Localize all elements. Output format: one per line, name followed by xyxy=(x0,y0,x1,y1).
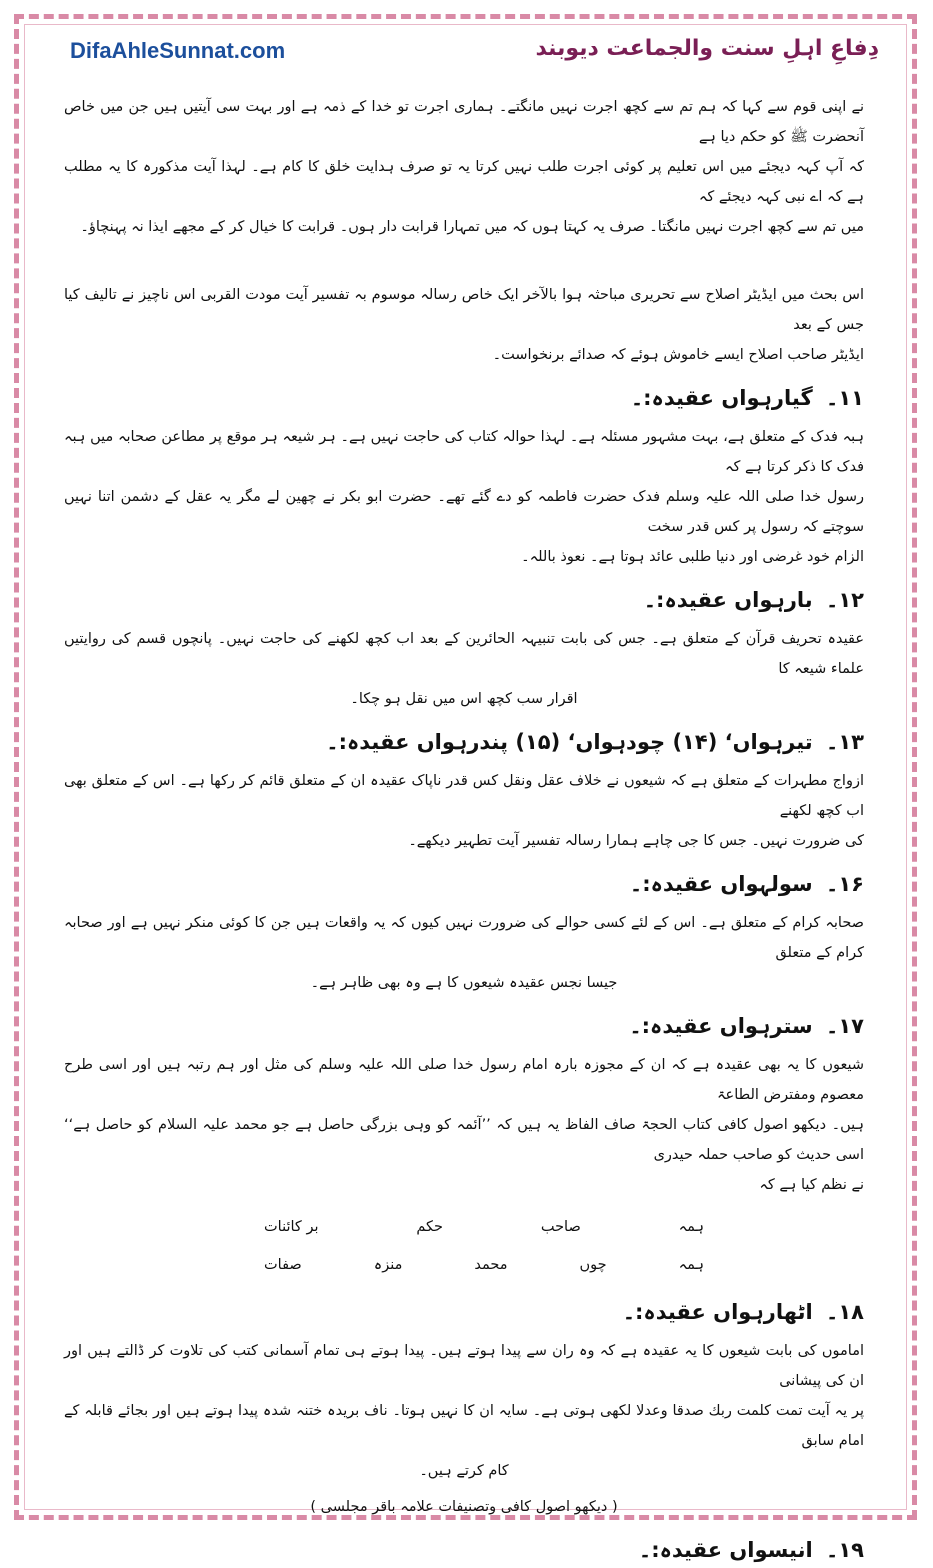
poem-word: صفات xyxy=(264,1257,302,1273)
page-header xyxy=(40,30,893,78)
section-number: ۱۸۔ xyxy=(826,1300,864,1324)
poem-word: حکم xyxy=(416,1219,443,1235)
section-title: سولہواں عقیدہ:۔ xyxy=(629,872,813,896)
section-line: اقرار سب کچھ اس میں نقل ہو چکا۔ xyxy=(350,691,578,707)
section-number: ۱۲۔ xyxy=(826,588,864,612)
poem-word: ہمہ xyxy=(678,1219,704,1235)
page-content xyxy=(64,92,864,1562)
para2-line: ایڈیٹر صاحب اصلاح ایسے خاموش ہوئے کہ صدائے برنخواست۔ xyxy=(492,347,864,363)
section-heading-11 xyxy=(64,380,864,416)
poem-word: صاحب xyxy=(540,1219,581,1235)
poem-word: منزہ xyxy=(373,1257,403,1273)
section-heading-17 xyxy=(64,1008,864,1044)
section-line: نے نظم کیا ہے کہ xyxy=(759,1177,864,1193)
section-line: ہبہ فدک کے متعلق ہے، بہت مشہور مسئلہ ہے۔ لہذا حوالہ کتاب کی حاجت نہیں ہے۔ ہر شیعہ ہر موقع پر مطاعن صحابہ میں ہبہ فدک کا ذکر کرتا ہے کہ xyxy=(64,429,864,475)
intro-line: کہ آپ کہہ دیجئے میں اس تعلیم پر کوئی اجرت طلب نہیں کرتا یہ تو صرف ہدایت خلق کا کام ہے۔ لہذا آیت مذکورہ کا یہ مطلب ہے کہ اے نبی کہہ دیجئے کہ xyxy=(64,159,864,205)
section-title: تیرہواں‘ (۱۴) چودہواں‘ (۱۵) پندرہواں عقیدہ:۔ xyxy=(326,730,813,754)
section-line: ہیں۔ دیکھو اصول کافی کتاب الحجۃ صاف الفاظ یہ ہیں کہ ’’آئمہ کو وہی بزرگی حاصل ہے جو محمد علیہ السلام کو حاصل ہے‘‘ اسی حدیث کو صاحب حملہ حیدری xyxy=(64,1117,864,1163)
section-number: ۱۱۔ xyxy=(826,386,864,410)
section-number: ۱۷۔ xyxy=(826,1014,864,1038)
intro-line: میں تم سے کچھ اجرت نہیں مانگتا۔ صرف یہ کہتا ہوں کہ میں تمہارا قرابت دار ہوں۔ قرابت کا خیال کر کے مجھے ایذا نہ پہنچاؤ۔ xyxy=(80,219,864,235)
para2-line: اس بحث میں ایڈیٹر اصلاح سے تحریری مباحثہ ہوا بالآخر ایک خاص رسالہ موسوم بہ تفسیر آیت مودت القربی اس ناچیز نے تالیف کیا جس کے بعد xyxy=(64,287,864,333)
poem xyxy=(264,1208,704,1284)
section-line: شیعوں کا یہ بھی عقیدہ ہے کہ ان کے مجوزہ بارہ امام رسول خدا صلی اللہ علیہ وسلم کی مثل اور ہم رتبہ ہیں اور اسی طرح معصوم ومفترض الطاعۃ xyxy=(64,1057,864,1103)
section-line: جیسا نجس عقیدہ شیعوں کا ہے وہ بھی ظاہر ہے۔ xyxy=(310,975,618,991)
poem-word: محمد xyxy=(474,1257,508,1273)
section-heading-18 xyxy=(64,1294,864,1330)
section-heading-12 xyxy=(64,582,864,618)
site-url[interactable]: DifaAhleSunnat.com xyxy=(70,38,286,63)
section-title: بارہواں عقیدہ:۔ xyxy=(643,588,813,612)
section-line: ازواج مطہرات کے متعلق ہے کہ شیعوں نے خلاف عقل ونقل کس قدر ناپاک عقیدہ ان کے متعلق قائم کر رکھا ہے۔ اس کے متعلق بھی اب کچھ لکھنے xyxy=(64,773,864,819)
section-line: پر یہ آیت تمت کلمت ربك صدقا وعدلا لکھی ہوتی ہے۔ سایہ ان کا نہیں ہوتا۔ ناف بریدہ ختنہ شدہ پیدا ہوتے ہیں اور بجائے قابلہ کے امام سابق xyxy=(64,1403,864,1449)
section-line: کی ضرورت نہیں۔ جس کا جی چاہے ہمارا رسالہ تفسیر آیت تطہیر دیکھے۔ xyxy=(408,833,864,849)
section-heading-13 xyxy=(64,724,864,760)
poem-word: چوں xyxy=(579,1257,607,1273)
poem-line xyxy=(264,1246,704,1284)
section-line: صحابہ کرام کے متعلق ہے۔ اس کے لئے کسی حوالے کی ضرورت نہیں کیوں کہ یہ واقعات ہیں جن کا کوئی منکر نہیں ہے اور صحابہ کرام کے متعلق xyxy=(64,915,864,961)
intro-line: نے اپنی قوم سے کہا کہ ہم تم سے کچھ اجرت نہیں مانگتے۔ ہماری اجرت تو خدا کے ذمہ ہے اور بہت سی آیتیں ہیں جن میں خاص آنحضرت ﷺ کو حکم دیا ہے xyxy=(64,99,864,145)
section-heading-19 xyxy=(64,1532,864,1568)
section-number: ۱۶۔ xyxy=(826,872,864,896)
section-line: کام کرتے ہیں۔ xyxy=(419,1463,509,1479)
section-line: رسول خدا صلی اللہ علیہ وسلم فدک حضرت فاطمہ کو دے گئے تھے۔ حضرت ابو بکر نے چھین لے مگر یہ عقل کے دشمن اتنا نہیں سوچتے کہ رسول پر کس قدر سخت xyxy=(64,489,864,535)
poem-line xyxy=(264,1208,704,1246)
section-title: سترہواں عقیدہ:۔ xyxy=(629,1014,813,1038)
poem-word: بر کائنات xyxy=(264,1219,319,1235)
reference-note: ( دیکھو اصول کافی وتصنیفات علامہ باقر مجلسی ) xyxy=(310,1499,618,1515)
brand-title: دِفاعِ اہلِ سنت والجماعت دیوبند xyxy=(535,36,879,61)
section-line: الزام خود غرضی اور دنیا طلبی عائد ہوتا ہے۔ نعوذ باللہ۔ xyxy=(521,549,864,565)
section-line: عقیدہ تحریف قرآن کے متعلق ہے۔ جس کی بابت تنبیہہ الحائرین کے بعد اب کچھ لکھنے کی حاجت نہیں۔ پانچوں قسم کی روایتیں علماء شیعہ کا xyxy=(64,631,864,677)
section-number: ۱۳۔ xyxy=(826,730,864,754)
section-title: انیسواں عقیدہ:۔ xyxy=(638,1538,813,1562)
section-title: گیارہواں عقیدہ:۔ xyxy=(630,386,813,410)
section-title: اٹھارہواں عقیدہ:۔ xyxy=(622,1300,813,1324)
poem-word: ہمہ xyxy=(678,1257,704,1273)
section-line: اماموں کی بابت شیعوں کا یہ عقیدہ ہے کہ وہ ران سے پیدا ہوتے ہیں۔ پیدا ہوتے ہی تمام آسمانی کتب کی تلاوت کر ڈالتے ہیں اور ان کی پیشانی xyxy=(64,1343,864,1389)
section-heading-16 xyxy=(64,866,864,902)
section-number: ۱۹۔ xyxy=(826,1538,864,1562)
